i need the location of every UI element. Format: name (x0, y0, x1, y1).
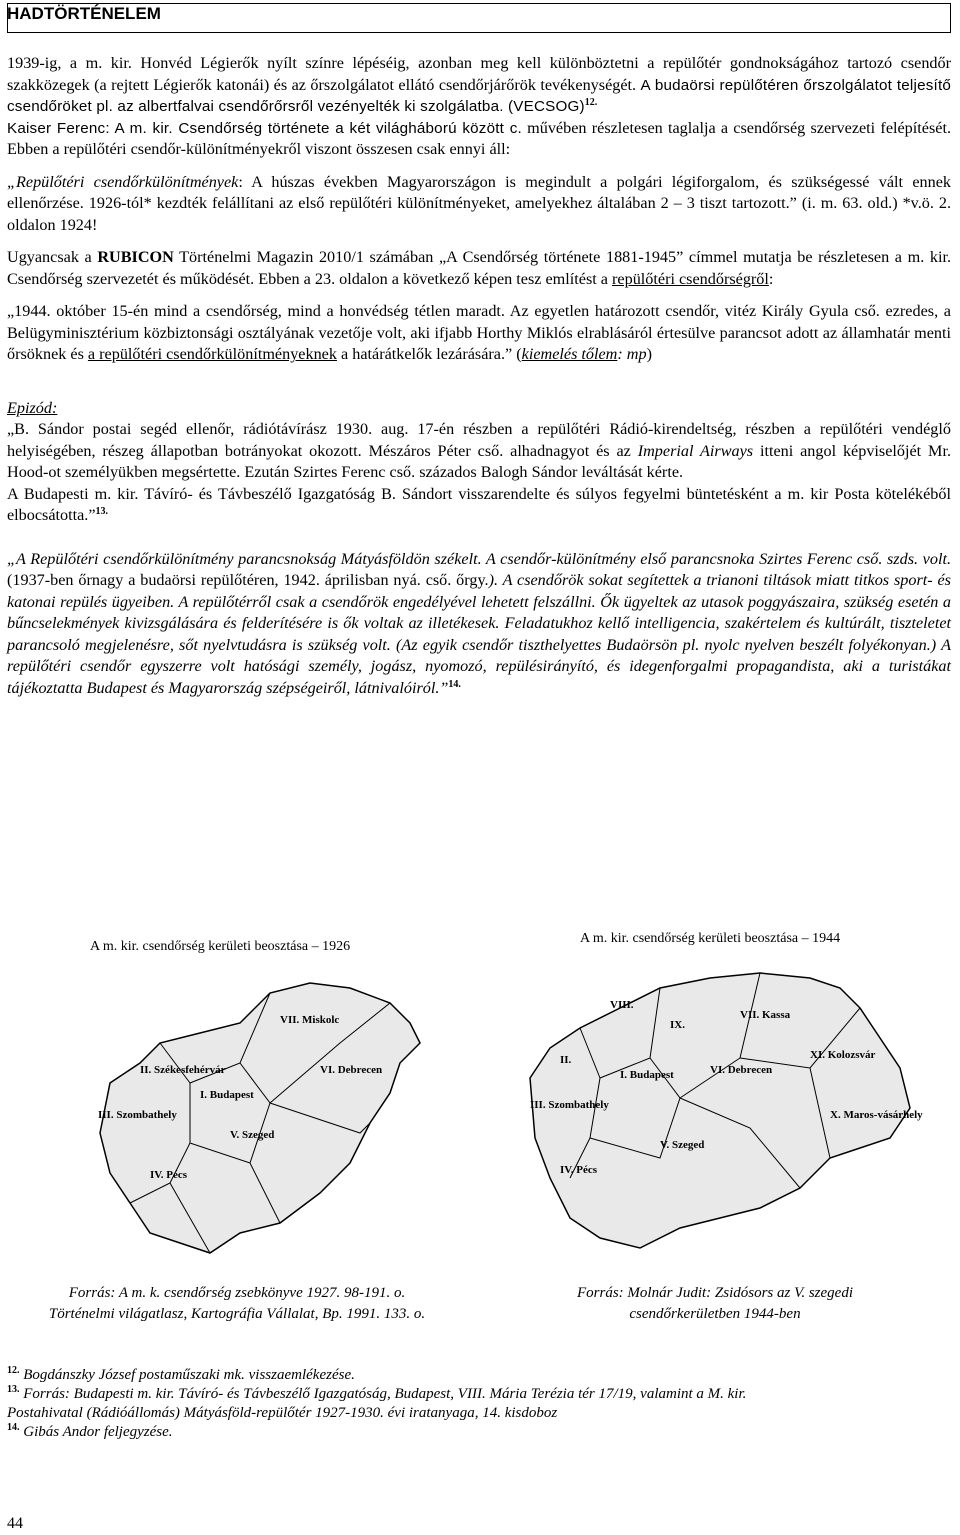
footnote-12 (7, 1366, 746, 1385)
right-caption-line-1: Forrás: Molnár Judit: Zsidósors az V. szegedi (577, 1285, 853, 1301)
right-caption-line-2: csendőrkerületben 1944-ben (629, 1306, 801, 1322)
footnotes (7, 1366, 746, 1442)
episode-italic: Imperial Airways (637, 441, 754, 460)
maps-section (70, 928, 930, 1273)
article-body (7, 53, 951, 699)
left-map-label: I. Budapest (200, 1089, 254, 1101)
right-map-label: II. (560, 1054, 572, 1066)
right-map-label: VII. Kassa (740, 1009, 791, 1021)
left-map-label: II. Székesfehérvár (140, 1064, 226, 1076)
rubicon-paragraph (7, 247, 951, 290)
right-map-label: IX. (670, 1019, 685, 1031)
quote-1 (7, 172, 951, 237)
right-map-label: X. Maros-vásárhely (830, 1109, 923, 1121)
quote-3-italic-4: A repülőtéri csendőr egyszerre volt hatósági személy, jogász, nyomozó, repülésirányító, és idegenforgalmi propagandista, aki a turistákat tájékoztatta Budapest és Magyarország szépségeiről, látnivalóiról.” (7, 635, 951, 697)
footnote-13 (7, 1385, 746, 1404)
left-map-label: V. Szeged (230, 1129, 275, 1141)
footnote-14 (7, 1423, 746, 1442)
episode-paragraph-2 (7, 484, 951, 527)
footnote-text: Bogdánszky József postaműszaki mk. visszaemlékezése. (23, 1367, 355, 1383)
episode-text-1: „B. Sándor postai segéd ellenőr, rádiótávírász 1930. aug. 17-én részben a repülőtéri Rádió-kirendeltség, részben a repülőtéri vendéglő helyiségében, részeg állapotban botrányokat okozott. Mészáros Péter cső. alhadnagyot és az (7, 420, 951, 460)
header-title: HADTÖRTÉNELEM (7, 4, 161, 23)
left-map-label: IV. Pécs (150, 1169, 188, 1181)
footnote-text: Postahivatal (Rádióállomás) Mátyásföld-repülőtér 1927-1930. évi iratanyaga, 14. kisdoboz (7, 1405, 558, 1421)
quote-2-end: ) (646, 345, 652, 363)
rubicon-bold: RUBICON (97, 248, 174, 266)
left-map-label: VI. Debrecen (320, 1064, 383, 1076)
footnote-text: Forrás: Budapesti m. kir. Távíró- és Távbeszélő Igazgatóság, Budapest, VIII. Mária Terézia tér 17/19, valamint a M. kir. (23, 1386, 747, 1402)
footnote-number: 13. (7, 1384, 20, 1395)
footnote-number: 14. (7, 1422, 20, 1433)
footnote-text: Gibás Andor feljegyzése. (23, 1424, 173, 1440)
right-map-label: XI. Kolozsvár (810, 1049, 876, 1061)
intro-text-3: Kaiser Ferenc: A m. kir. Csendőrség története a két világháború között c. (7, 119, 522, 137)
left-map-caption (7, 1283, 467, 1325)
left-map-label: III. Szombathely (98, 1109, 177, 1121)
quote-3 (7, 549, 951, 700)
episode-text-2: itteni angol képviselőjét Mr. Hood-ot személyükben megsértette. Ezután Szirtes Ferenc cső. százados Balogh Sándor leváltását kérte. (7, 441, 951, 481)
quote-1-text: : A húszas években Magyarországon is megindult a polgári légiforgalom, és szükségessé vált ennek ellenőrzése. 1926-tól* kezdték felállítani az első repülőtéri különítményeket, amelyekhez általában 2 – 3 tiszt tartozott.” (i. m. 63. old.) *v.ö. 2. oldalon 1924! (7, 172, 951, 234)
left-caption-line-1: Forrás: A m. k. csendőrség zsebkönyve 1927. 98-191. o. (68, 1285, 406, 1301)
left-map-label: VII. Miskolc (280, 1014, 340, 1026)
rubicon-end: : (768, 269, 774, 288)
rubicon-post: Történelmi Magazin 2010/1 számában „A Csendőrség története 1881-1945” címmel mutatja be részletesen a m. kir. Csendőrség szervezetét és működését. Ebben a 23. oldalon a következő képen tesz említést a (7, 248, 951, 288)
right-map-label: VI. Debrecen (710, 1064, 773, 1076)
intro-text-1: 1939-ig, a m. kir. Honvéd Légierők nyílt színre lépéséig, azonban meg kell különböztetni a repülőtér gondnokságához tartozó csendőr szakközegek (a rejtett Légierők katonái) és az őrszolgálatot ellátó csendőrjárőrök tevékenységét. (7, 54, 951, 94)
footnote-ref-13: 13. (95, 506, 109, 517)
quote-2-underlined: a repülőtéri csendőrkülönítményeknek (87, 345, 337, 363)
right-map-label: V. Szeged (660, 1139, 705, 1151)
quote-2-text: „1944. október 15-én mind a csendőrség, mind a honvédség tétlen maradt. Az egyetlen határozott csendőr, vitéz Király Gyula cső. ezredes, a Belügyminisztérium közbiztonsági osztályának vezetője volt, aki ifjabb Horthy Miklós elrablásáról értesülve parancsot adott az államhatár menti őrsöknek és (7, 302, 951, 363)
quote-3-italic-3: A csendőrök sokat segítettek a trianoni tiltások miatt titkos sport- és katonai repülés ügyeiben. A repülőtérről csak a csendőrök engedélyével lehetett felszállni. Ők ügyeltek az utasok poggyászaira, szükség esetén a bűncselekmények kivizsgálására és felderítésére is ők voltak az illetékesek. Feladatukhoz kellő intelligencia, szakértelem és kultúrált, tiszteletet parancsoló megjelenésre, sőt nyelvtudásra is szükség volt. (Az egyik csendőr tiszthelyettes Budaörsön pl. nyolc nyelven beszélt folyékonyan.) (7, 571, 951, 654)
footnote-number: 12. (7, 1365, 20, 1376)
episode-heading-text: Epizód: (7, 398, 58, 417)
quote-3-normal-1: (1937-ben őrnagy a budaörsi repülőtéren, 1942. áprilisban nyá. cső. őrgy. (7, 571, 489, 589)
rubicon-pre: Ugyancsak a (7, 248, 98, 266)
intro-text-2: A budaörsi repülőtéren őrszolgálatot teljesítő csendőröket pl. az albertfalvai csendőrőrsről vezényelték ki szolgálatba. (VECSOG) (7, 76, 952, 115)
right-map-label: VIII. (610, 999, 634, 1011)
right-map-title: A m. kir. csendőrség kerületi beosztása – 1944 (580, 931, 841, 946)
quote-2 (7, 301, 951, 366)
right-map-caption (485, 1283, 945, 1325)
episode-paragraph-1 (7, 419, 951, 484)
footnote-ref-14: 14. (448, 678, 461, 690)
episode-heading (7, 398, 951, 420)
rubicon-underlined: repülőtéri csendőrségről (612, 269, 769, 288)
intro-paragraph (7, 53, 951, 161)
right-map-1944 (510, 948, 930, 1268)
footnote-ref-12: 12. (584, 97, 598, 108)
footnote-13-cont (7, 1404, 746, 1423)
right-map-label: III. Szombathely (530, 1099, 609, 1111)
episode-text-3: A Budapesti m. kir. Távíró- és Távbeszélő Igazgatóság B. Sándort visszarendelte és súlyos fegyelmi büntetésként a m. kir Posta kötelékéből elbocsátotta.” (7, 484, 951, 524)
left-caption-line-2: Történelmi világatlasz, Kartográfia Vállalat, Bp. 1991. 133. o. (48, 1306, 426, 1322)
quote-3-italic-1: „A Repülőtéri csendőrkülönítmény parancsnokság Mátyásföldön székelt. A csendőr-különítmény első parancsnoka Szirtes Ferenc cső. szds. volt. (7, 549, 951, 568)
right-map-label: I. Budapest (620, 1069, 674, 1081)
quote-2-post: a határátkelők lezárására.” ( (336, 345, 522, 363)
quote-2-end-italic: : mp (617, 345, 647, 363)
right-map-label: IV. Pécs (560, 1164, 598, 1176)
quote-1-italic: „Repülőtéri csendőrkülönítmények (7, 172, 239, 191)
quote-2-italic: kiemelés tőlem (521, 345, 618, 363)
intro-text-4: művében részletesen taglalja a csendőrség szervezeti felépítését. Ebben a repülőtéri csendőr-különítményekről viszont összesen csak ennyi áll: (7, 118, 951, 158)
quote-3-italic-2: ). (488, 571, 498, 589)
left-map-title: A m. kir. csendőrség kerületi beosztása – 1926 (90, 939, 351, 954)
page-number: 44 (7, 1515, 23, 1532)
left-map-1926 (70, 953, 490, 1273)
